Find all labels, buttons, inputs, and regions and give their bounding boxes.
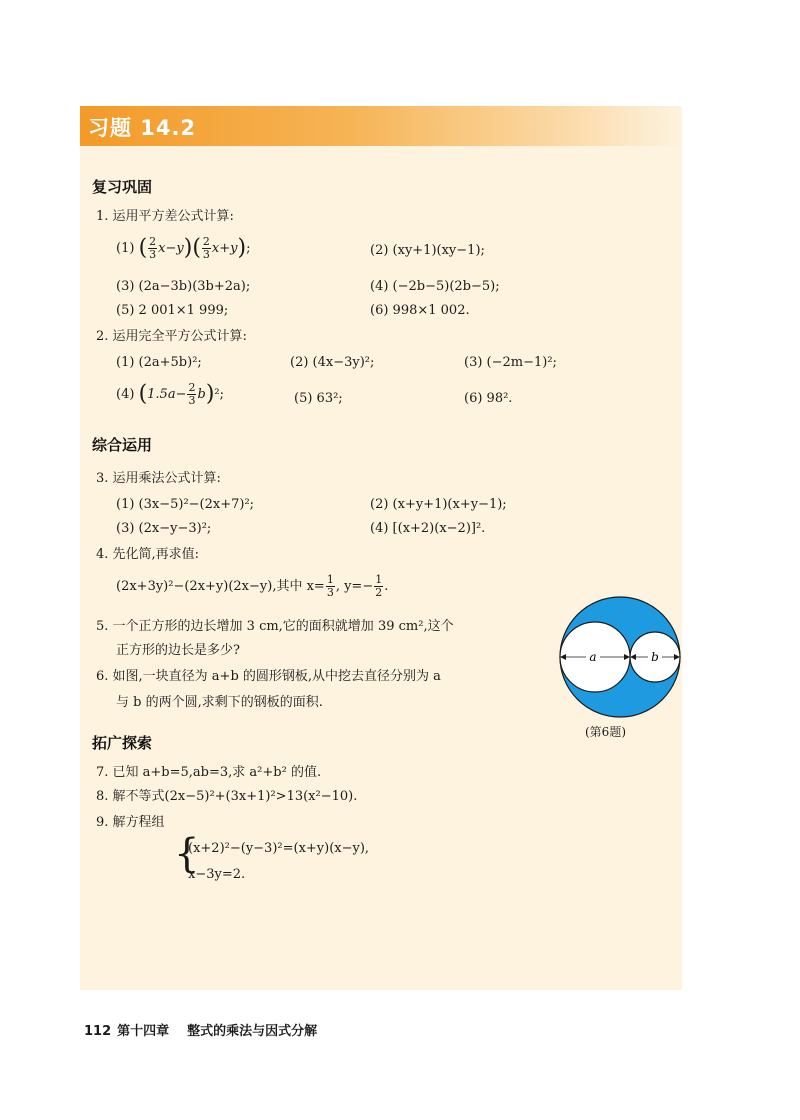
section-apply: 综合运用 bbox=[92, 436, 153, 454]
q9-equation2: x−3y=2. bbox=[188, 867, 246, 882]
q5-line1: 5. 一个正方形的边长增加 3 cm,它的面积就增加 39 cm²,这个 bbox=[96, 619, 454, 634]
q2-part5: (5) 63²; bbox=[294, 391, 343, 406]
q2-part6: (6) 98². bbox=[464, 391, 513, 406]
q1-part3: (3) (2a−3b)(3b+2a); bbox=[116, 279, 251, 294]
equation-brace: { bbox=[174, 831, 200, 877]
q6-line1: 6. 如图,一块直径为 a+b 的圆形钢板,从中挖去直径分别为 a bbox=[96, 669, 441, 684]
page-footer bbox=[84, 1020, 317, 1039]
q3-part2: (2) (x+y+1)(x+y−1); bbox=[370, 497, 507, 512]
q1-part4: (4) (−2b−5)(2b−5); bbox=[370, 279, 500, 294]
q5-line2: 正方形的边长是多少? bbox=[116, 643, 240, 658]
q2-part1: (1) (2a+5b)²; bbox=[116, 355, 202, 370]
q1-part5: (5) 2 001×1 999; bbox=[116, 303, 229, 318]
page-number: 112 bbox=[84, 1024, 112, 1039]
circle-figure bbox=[558, 595, 682, 719]
q8: 8. 解不等式(2x−5)²+(3x+1)²>13(x²−10). bbox=[96, 789, 358, 804]
q2-part4: (4) (1.5a− $\frac{2}{3}$ b)²; bbox=[116, 381, 224, 407]
chapter-label: 第十四章 bbox=[117, 1024, 170, 1039]
q1-part2: (2) (xy+1)(xy−1); bbox=[370, 243, 485, 258]
q1-stem: 1. 运用平方差公式计算: bbox=[96, 209, 234, 224]
chapter-topic: 整式的乘法与因式分解 bbox=[187, 1024, 318, 1039]
q4-expression: (2x+3y)²−(2x+y)(2x−y),其中 x= $\frac{1}{3}$ , y=− $\frac{1}{2}$ . bbox=[116, 573, 389, 599]
q7: 7. 已知 a+b=5,ab=3,求 a²+b² 的值. bbox=[96, 765, 322, 780]
q3-part4: (4) [(x+2)(x−2)]². bbox=[370, 521, 486, 536]
exercise-banner bbox=[80, 106, 682, 146]
q2-part2: (2) (4x−3y)²; bbox=[290, 355, 375, 370]
label-b: b bbox=[651, 650, 659, 664]
q2-part3: (3) (−2m−1)²; bbox=[464, 355, 557, 370]
q2-stem: 2. 运用完全平方公式计算: bbox=[96, 329, 247, 344]
q3-stem: 3. 运用乘法公式计算: bbox=[96, 471, 221, 486]
section-review: 复习巩固 bbox=[92, 178, 153, 196]
q3-part1: (1) (3x−5)²−(2x+7)²; bbox=[116, 497, 255, 512]
q3-part3: (3) (2x−y−3)²; bbox=[116, 521, 212, 536]
q6-line2: 与 b 的两个圆,求剩下的钢板的面积. bbox=[116, 695, 323, 710]
q1-part1: (1) ( $\frac{2}{3}$ x−y)( $\frac{2}{3}$ x+y); bbox=[116, 235, 251, 261]
q9-equation1: (x+2)²−(y−3)²=(x+y)(x−y), bbox=[188, 841, 370, 856]
section-explore: 拓广探索 bbox=[92, 734, 153, 752]
banner-title: 习题 14.2 bbox=[88, 116, 197, 140]
q1-part6: (6) 998×1 002. bbox=[370, 303, 470, 318]
exercise-panel bbox=[80, 106, 682, 990]
q4-stem: 4. 先化简,再求值: bbox=[96, 547, 200, 562]
label-a: a bbox=[589, 650, 597, 664]
figure-caption: (第6题) bbox=[585, 725, 626, 739]
q9-stem: 9. 解方程组 bbox=[96, 815, 165, 830]
